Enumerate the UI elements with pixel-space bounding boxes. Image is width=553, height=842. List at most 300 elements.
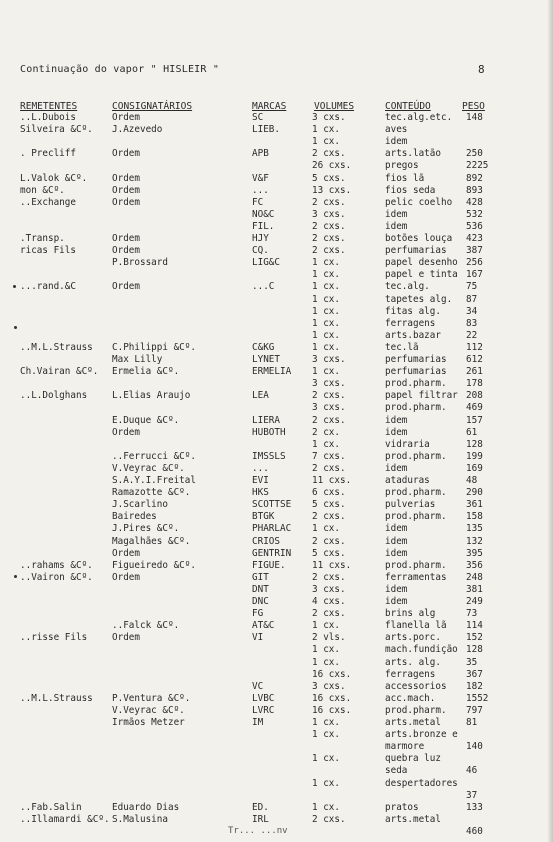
table-row <box>0 693 553 705</box>
table-row <box>0 269 553 281</box>
marca-cell: LIG&C <box>252 257 280 269</box>
consignatario-cell: Ordem <box>112 172 140 184</box>
marca-cell: SCOTTSE <box>252 499 292 511</box>
table-row <box>0 681 553 693</box>
consignatario-cell: Ordem <box>112 281 140 293</box>
marca-cell: ERMELIA <box>252 366 292 378</box>
volume-cell: 2 cxs. <box>312 608 346 620</box>
marca-cell: EVI <box>252 475 269 486</box>
volume-cell: 3 cxs. <box>312 112 346 123</box>
marca-cell: LIEB. <box>252 124 280 136</box>
conteudo-cell: ataduras <box>385 475 430 486</box>
table-row <box>0 306 553 318</box>
marca-cell: IM <box>252 717 264 728</box>
marca-cell: DNT <box>252 583 269 595</box>
peso-cell: 83 <box>466 317 478 329</box>
peso-cell: 114 <box>466 620 483 632</box>
marca-cell: PHARLAC <box>252 523 292 535</box>
peso-cell: 132 <box>466 535 483 547</box>
conteudo-cell: perfumarias <box>385 366 447 378</box>
volume-cell: 1 cx. <box>312 257 340 269</box>
conteudo-cell: acc.mach. <box>385 692 436 704</box>
volume-cell: 16 cxs. <box>312 668 352 680</box>
margin-mark <box>14 575 17 578</box>
marca-cell: AT&C <box>252 620 275 632</box>
volume-cell: 2 cxs. <box>312 414 346 426</box>
table-row <box>0 318 553 330</box>
consignatario-cell: Ordem <box>112 184 140 196</box>
volume-cell: 1 cx. <box>312 366 340 378</box>
table-row <box>0 330 553 342</box>
marca-cell: FIL. <box>252 220 275 232</box>
peso-cell: 469 <box>466 402 483 414</box>
volume-cell: 2 cx. <box>312 426 340 438</box>
conteudo-cell: vidraria <box>385 438 430 450</box>
table-row <box>0 281 553 293</box>
volume-cell: 2 cxs. <box>312 196 346 208</box>
table-row <box>0 257 553 269</box>
volume-cell: 1 cx. <box>312 329 340 341</box>
peso-cell: 73 <box>466 608 478 620</box>
consignatario-cell: S.Malusina <box>112 813 168 825</box>
consignatario-cell: Ordem <box>112 632 140 644</box>
consignatario-cell: V.Veyrac &Cº. <box>112 704 185 716</box>
marca-cell: ... <box>252 184 269 196</box>
marca-cell: LYNET <box>252 354 280 365</box>
peso-cell: 387 <box>466 245 483 257</box>
volume-cell: 1 cx. <box>312 281 340 293</box>
volume-cell: 1 cx. <box>312 620 340 632</box>
table-row <box>0 160 553 172</box>
remetente-cell: ..Vairon &Cº. <box>20 571 93 583</box>
conteudo-cell: idem <box>385 136 408 148</box>
table-row <box>0 790 553 802</box>
consignatario-cell: Ordem <box>112 245 140 257</box>
consignatario-cell: Irmãos Metzer <box>112 717 185 728</box>
volume-cell: 1 cx. <box>312 136 340 148</box>
volume-cell: 1 cx. <box>312 124 340 136</box>
table-row <box>0 657 553 669</box>
marca-cell: ED. <box>252 801 269 813</box>
conteudo-cell: idem <box>385 523 408 535</box>
remetente-cell: ..Exchange <box>20 196 76 208</box>
volume-cell: 2 cxs. <box>312 390 346 402</box>
conteudo-cell: quebra luz <box>385 753 441 765</box>
table-row <box>0 717 553 729</box>
peso-cell: 48 <box>466 475 478 486</box>
peso-cell: 46 <box>466 765 478 777</box>
marca-cell: IMSSLS <box>252 450 286 462</box>
peso-cell: 361 <box>466 499 483 511</box>
peso-cell: 157 <box>466 414 483 426</box>
peso-cell: 290 <box>466 487 483 499</box>
consignatario-cell: Ramazotte &Cº. <box>112 487 191 499</box>
conteudo-cell: pulverias <box>385 499 436 511</box>
marca-cell: CQ. <box>252 245 269 257</box>
peso-cell: 536 <box>466 220 483 232</box>
table-row <box>0 342 553 354</box>
peso-cell: 199 <box>466 450 483 462</box>
conteudo-cell: idem <box>385 414 408 426</box>
volume-cell: 1 cx. <box>312 293 340 305</box>
column-header-consignatarios: CONSIGNATÁRIOS <box>112 101 193 112</box>
table-row <box>0 245 553 257</box>
table-row <box>0 778 553 790</box>
table-row <box>0 185 553 197</box>
table-row <box>0 173 553 185</box>
consignatario-cell: ..Falck &Cº. <box>112 620 180 632</box>
volume-cell: 3 cxs. <box>312 402 346 414</box>
column-header-conteudo: CONTEÚDO <box>385 101 431 112</box>
consignatario-cell: Figueiredo &Cº. <box>112 559 196 571</box>
peso-cell: 128 <box>466 644 483 656</box>
marca-cell: FC <box>252 196 264 208</box>
conteudo-cell: prod.pharm. <box>385 450 447 462</box>
peso-cell: 256 <box>466 257 483 269</box>
peso-cell: 356 <box>466 559 483 571</box>
table-row <box>0 439 553 451</box>
peso-cell: 87 <box>466 293 478 305</box>
peso-cell: 169 <box>466 462 483 474</box>
peso-cell: 532 <box>466 208 483 220</box>
conteudo-cell: marmore <box>385 741 425 753</box>
remetente-cell: ..M.L.Strauss <box>20 341 93 353</box>
marca-cell: HKS <box>252 487 269 499</box>
volume-cell: 7 cxs. <box>312 450 346 462</box>
volume-cell: 4 cxs. <box>312 596 346 607</box>
table-row <box>0 112 553 124</box>
conteudo-cell: idem <box>385 547 408 559</box>
conteudo-cell: seda <box>385 765 408 777</box>
volume-cell: 1 cx. <box>312 305 340 317</box>
column-header-peso: PESO <box>462 101 485 112</box>
marca-cell: APB <box>252 148 269 160</box>
table-row <box>0 209 553 221</box>
peso-cell: 178 <box>466 378 483 390</box>
table-row <box>0 415 553 427</box>
volume-cell: 1 cx. <box>312 753 340 765</box>
table-row <box>0 644 553 656</box>
volume-cell: 1 cx. <box>312 523 340 535</box>
conteudo-cell: prod.pharm. <box>385 559 447 571</box>
volume-cell: 13 cxs. <box>312 184 352 196</box>
conteudo-cell: idem <box>385 583 408 595</box>
document-header: Continuação do vapor " HISLEIR " <box>20 64 220 75</box>
marca-cell: VI <box>252 632 264 644</box>
consignatario-cell: Bairedes <box>112 511 157 523</box>
marca-cell: GENTRIN <box>252 547 292 559</box>
volume-cell: 1 cx. <box>312 644 340 656</box>
table-row <box>0 427 553 439</box>
volume-cell: 2 cxs. <box>312 571 346 583</box>
table-row <box>0 741 553 753</box>
conteudo-cell: tec.alg. <box>385 281 430 293</box>
conteudo-cell: flanella lã <box>385 620 447 632</box>
table-row <box>0 548 553 560</box>
conteudo-cell: prod.pharm. <box>385 511 447 523</box>
conteudo-cell: aves <box>385 124 408 136</box>
volume-cell: 1 cx. <box>312 341 340 353</box>
remetente-cell: L.Valok &Cº. <box>20 172 88 184</box>
volume-cell: 5 cxs. <box>312 172 346 184</box>
conteudo-cell: prod.pharm. <box>385 378 447 390</box>
page-footer: Tr... ...nv <box>228 826 288 836</box>
peso-cell: 81 <box>466 717 478 728</box>
table-row <box>0 124 553 136</box>
peso-cell: 893 <box>466 184 483 196</box>
table-row <box>0 463 553 475</box>
peso-cell: 2225 <box>466 160 489 172</box>
peso-cell: 250 <box>466 148 483 160</box>
peso-cell: 22 <box>466 329 478 341</box>
conteudo-cell: fitas alg. <box>385 305 441 317</box>
peso-cell: 35 <box>466 656 478 668</box>
marca-cell: V&F <box>252 172 269 184</box>
conteudo-cell: despertadores <box>385 777 458 789</box>
table-row <box>0 608 553 620</box>
marca-cell: C&KG <box>252 341 275 353</box>
remetente-cell: ..M.L.Strauss <box>20 692 93 704</box>
table-row <box>0 366 553 378</box>
table-row <box>0 560 553 572</box>
consignatario-cell: S.A.Y.I.Freital <box>112 475 196 486</box>
conteudo-cell: arts.metal <box>385 717 441 728</box>
conteudo-cell: papel filtrar <box>385 390 458 402</box>
volume-cell: 1 cx. <box>312 317 340 329</box>
remetente-cell: Ch.Vairan &Cº. <box>20 366 99 378</box>
volume-cell: 3 cxs. <box>312 680 346 692</box>
volume-cell: 26 cxs. <box>312 160 352 172</box>
table-row <box>0 197 553 209</box>
conteudo-cell: arts.latão <box>385 148 441 160</box>
table-row <box>0 596 553 608</box>
peso-cell: 34 <box>466 305 478 317</box>
remetente-cell: mon &Cº. <box>20 184 65 196</box>
volume-cell: 11 cxs. <box>312 559 352 571</box>
conteudo-cell: ferragens <box>385 317 436 329</box>
table-row <box>0 669 553 681</box>
marca-cell: FG <box>252 608 264 620</box>
table-row <box>0 705 553 717</box>
peso-cell: 249 <box>466 596 483 607</box>
peso-cell: 167 <box>466 269 483 281</box>
table-row <box>0 729 553 741</box>
peso-cell: 612 <box>466 354 483 365</box>
conteudo-cell: prod.pharm. <box>385 487 447 499</box>
marca-cell: BTGK <box>252 511 275 523</box>
table-row <box>0 148 553 160</box>
volume-cell: 1 cx. <box>312 801 340 813</box>
consignatario-cell: Ordem <box>112 233 140 244</box>
volume-cell: 16 cxs. <box>312 704 352 716</box>
table-row <box>0 221 553 233</box>
remetente-cell: ..Illamardi &Cº. <box>20 813 110 825</box>
volume-cell: 1 cx. <box>312 438 340 450</box>
peso-cell: 423 <box>466 233 483 244</box>
table-row <box>0 499 553 511</box>
volume-cell: 2 cxs. <box>312 233 346 244</box>
peso-cell: 1552 <box>466 692 489 704</box>
table-row <box>0 378 553 390</box>
conteudo-cell: tec.lã <box>385 341 419 353</box>
volume-cell: 1 cx. <box>312 269 340 281</box>
conteudo-cell: botões louça <box>385 233 453 244</box>
volume-cell: 1 cx. <box>312 656 340 668</box>
table-row <box>0 632 553 644</box>
conteudo-cell: idem <box>385 535 408 547</box>
conteudo-cell: pregos <box>385 160 419 172</box>
peso-cell: 797 <box>466 704 483 716</box>
consignatario-cell: Magalhães &Cº. <box>112 535 191 547</box>
volume-cell: 2 vls. <box>312 632 346 644</box>
conteudo-cell: idem <box>385 462 408 474</box>
volume-cell: 1 cx. <box>312 717 340 728</box>
volume-cell: 2 cxs. <box>312 245 346 257</box>
table-row <box>0 511 553 523</box>
volume-cell: 1 cx. <box>312 729 340 741</box>
conteudo-cell: papel desenho <box>385 257 458 269</box>
marca-cell: FIGUE. <box>252 559 286 571</box>
column-header-volumes: VOLUMES <box>314 101 355 112</box>
table-row <box>0 233 553 245</box>
table-row <box>0 620 553 632</box>
table-row <box>0 487 553 499</box>
volume-cell: 1 cx. <box>312 777 340 789</box>
peso-cell: 182 <box>466 680 483 692</box>
peso-cell: 112 <box>466 341 483 353</box>
table-row <box>0 536 553 548</box>
remetente-cell: . Precliff <box>20 148 76 160</box>
peso-cell: 75 <box>466 281 478 293</box>
conteudo-cell: idem <box>385 426 408 438</box>
remetente-cell: ..Fab.Salin <box>20 801 82 813</box>
peso-cell: 152 <box>466 632 483 644</box>
peso-cell: 381 <box>466 583 483 595</box>
marca-cell: CRIOS <box>252 535 280 547</box>
volume-cell: 6 cxs. <box>312 487 346 499</box>
marca-cell: ... <box>252 462 269 474</box>
conteudo-cell: fios seda <box>385 184 436 196</box>
margin-mark <box>13 285 16 288</box>
peso-cell: 208 <box>466 390 483 402</box>
conteudo-cell: accessorios <box>385 680 447 692</box>
page-number: 8 <box>478 63 485 76</box>
consignatario-cell: Ordem <box>112 148 140 160</box>
marca-cell: SC <box>252 112 264 123</box>
marca-cell: DNC <box>252 596 269 607</box>
table-row <box>0 523 553 535</box>
consignatario-cell: C.Philippi &Cº. <box>112 341 196 353</box>
conteudo-cell: tapetes alg. <box>385 293 453 305</box>
peso-cell: 148 <box>466 112 483 123</box>
conteudo-cell: idem <box>385 208 408 220</box>
remetente-cell: ...rand.&C <box>20 281 76 293</box>
remetente-cell: ricas Fils <box>20 245 76 257</box>
marca-cell: NO&C <box>252 208 275 220</box>
table-row <box>0 802 553 814</box>
conteudo-cell: fios lã <box>385 172 425 184</box>
remetente-cell: ..L.Dolghans <box>20 390 88 402</box>
marca-cell: ...C <box>252 281 275 293</box>
marca-cell: GIT <box>252 571 269 583</box>
peso-cell: 395 <box>466 547 483 559</box>
conteudo-cell: perfumarias <box>385 245 447 257</box>
remetente-cell: Silveira &Cº. <box>20 124 93 136</box>
table-row <box>0 572 553 584</box>
table-row <box>0 294 553 306</box>
consignatario-cell: ..Ferrucci &Cº. <box>112 450 196 462</box>
consignatario-cell: Ordem <box>112 196 140 208</box>
peso-cell: 61 <box>466 426 478 438</box>
remetente-cell: .Transp. <box>20 233 65 244</box>
conteudo-cell: idem <box>385 596 408 607</box>
volume-cell: 2 cxs. <box>312 813 346 825</box>
table-row <box>0 765 553 777</box>
marca-cell: LVBC <box>252 692 275 704</box>
volume-cell: 3 cxs. <box>312 208 346 220</box>
remetente-cell: ..rahams &Cº. <box>20 559 93 571</box>
peso-cell: 367 <box>466 668 483 680</box>
table-row <box>0 390 553 402</box>
consignatario-cell: Ordem <box>112 426 140 438</box>
conteudo-cell: idem <box>385 220 408 232</box>
peso-cell: 261 <box>466 366 483 378</box>
consignatario-cell: Max Lilly <box>112 354 163 365</box>
peso-cell: 428 <box>466 196 483 208</box>
consignatario-cell: L.Elias Araujo <box>112 390 191 402</box>
peso-cell: 892 <box>466 172 483 184</box>
margin-mark <box>14 326 17 329</box>
volume-cell: 5 cxs. <box>312 547 346 559</box>
volume-cell: 2 cxs. <box>312 220 346 232</box>
marca-cell: HUBOTH <box>252 426 286 438</box>
volume-cell: 2 cxs. <box>312 511 346 523</box>
column-header-marcas: MARCAS <box>252 101 287 112</box>
volume-cell: 3 cxs. <box>312 583 346 595</box>
consignatario-cell: V.Veyrac &Cº. <box>112 462 185 474</box>
peso-cell: 158 <box>466 511 483 523</box>
conteudo-cell: arts.metal <box>385 813 441 825</box>
volume-cell: 3 cxs. <box>312 354 346 365</box>
scan-edge <box>547 0 553 842</box>
conteudo-cell: perfumarias <box>385 354 447 365</box>
table-row <box>0 136 553 148</box>
conteudo-cell: pratos <box>385 801 419 813</box>
peso-cell: 37 <box>466 789 478 801</box>
marca-cell: IRL <box>252 813 269 825</box>
remetente-cell: ..risse Fils <box>20 632 88 644</box>
consignatario-cell: Eduardo Dias <box>112 801 180 813</box>
conteudo-cell: prod.pharm. <box>385 402 447 414</box>
volume-cell: 2 cxs. <box>312 462 346 474</box>
consignatario-cell: P.Brossard <box>112 257 168 269</box>
marca-cell: HJY <box>252 233 269 244</box>
consignatario-cell: P.Ventura &Cº. <box>112 692 191 704</box>
peso-cell: 248 <box>466 571 483 583</box>
conteudo-cell: arts.bronze e <box>385 729 458 741</box>
table-row <box>0 475 553 487</box>
table-row <box>0 584 553 596</box>
conteudo-cell: arts.bazar <box>385 329 441 341</box>
conteudo-cell: prod.pharm. <box>385 704 447 716</box>
column-header-remetentes: REMETENTES <box>20 101 78 112</box>
conteudo-cell: mach.fundição <box>385 644 458 656</box>
conteudo-cell: arts. alg. <box>385 656 441 668</box>
consignatario-cell: J.Azevedo <box>112 124 163 136</box>
consignatario-cell: J.Pires &Cº. <box>112 523 180 535</box>
consignatario-cell: Ordem <box>112 547 140 559</box>
table-row <box>0 451 553 463</box>
